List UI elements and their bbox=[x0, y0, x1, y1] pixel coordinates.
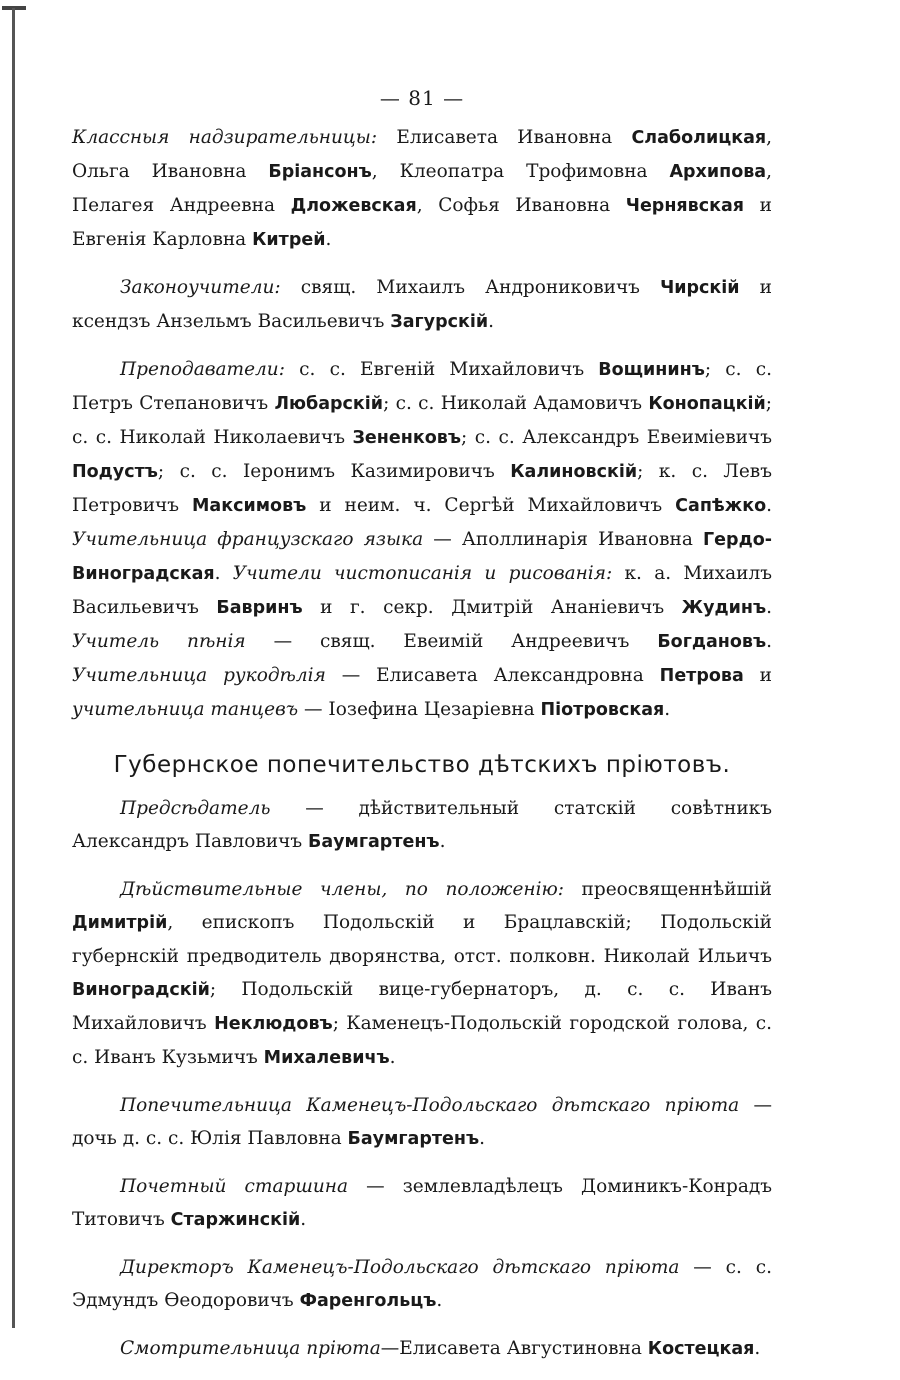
role-label: Почетный старшина bbox=[120, 1176, 348, 1197]
text: , Софья Ивановна bbox=[416, 195, 626, 216]
role-label: Директоръ Каменецъ-Подольскаго дѣтскаго пріюта bbox=[120, 1257, 680, 1278]
text: ; к. с. Левъ Петровичъ bbox=[72, 461, 772, 516]
surname: Сапѣжко bbox=[675, 496, 767, 516]
chairman-paragraph bbox=[72, 792, 772, 859]
text: ; с. с. Петръ Степановичъ bbox=[72, 359, 772, 414]
surname: Чирскій bbox=[660, 278, 740, 298]
role-label: Дѣйствительные члены, по положенію: bbox=[120, 879, 565, 900]
text: ; с. с. Николай Адамовичъ bbox=[383, 393, 649, 414]
text: — с. с. Эдмундъ Ѳеодоровичъ bbox=[72, 1257, 772, 1311]
surname: Петрова bbox=[659, 666, 744, 686]
text: , Ольга Ивановна bbox=[72, 127, 773, 182]
surname: Димитрій bbox=[72, 913, 168, 933]
text: ; с. с. Александръ Евеиміевичъ bbox=[460, 427, 772, 448]
trustee-paragraph bbox=[72, 1089, 772, 1156]
text: . bbox=[389, 1047, 396, 1068]
binding-edge bbox=[12, 8, 15, 1328]
surname: Загурскій bbox=[390, 312, 489, 332]
role-label: Законоучители: bbox=[120, 277, 281, 298]
text: к. а. Михаилъ Васильевичъ bbox=[72, 563, 773, 618]
text: и bbox=[743, 665, 772, 686]
surname: Жудинъ bbox=[681, 598, 767, 618]
text: , Клеопатра Трофимовна bbox=[371, 161, 670, 182]
teachers-paragraph bbox=[72, 353, 772, 727]
surname: Любарскій bbox=[274, 394, 384, 414]
surname: Слаболицкая bbox=[631, 128, 767, 148]
text: и ксендзъ Анзельмъ Васильевичъ bbox=[72, 277, 772, 332]
surname: Зененковъ bbox=[352, 428, 461, 448]
text: . bbox=[754, 1338, 761, 1359]
document-page bbox=[72, 82, 772, 1380]
role-label: Смотрительница пріюта bbox=[120, 1338, 381, 1359]
role-label: Учительница рукодѣлія bbox=[72, 665, 326, 686]
text: . bbox=[439, 831, 446, 852]
caretaker-paragraph bbox=[72, 1332, 772, 1366]
text: ; Подольскій вице-губернаторъ, д. с. с. Иванъ Михайловичъ bbox=[72, 979, 772, 1034]
surname: Неклюдовъ bbox=[214, 1014, 333, 1034]
role-label: Классныя надзирательницы: bbox=[72, 127, 378, 148]
page-number: — 81 — bbox=[379, 86, 465, 110]
role-label: Учительница французскаго языка bbox=[72, 529, 424, 550]
members-paragraph bbox=[72, 873, 772, 1075]
text: — Елисавета Александровна bbox=[325, 665, 660, 686]
surname: Китрей bbox=[252, 230, 326, 250]
text: — Іозефина Цезаріевна bbox=[298, 699, 541, 720]
text: . bbox=[325, 229, 332, 250]
surname: Старжинскій bbox=[170, 1210, 301, 1230]
text: ; Каменецъ-Подольскій городской голова, с. с. Иванъ Кузьмичъ bbox=[72, 1013, 772, 1068]
text: — Аполлинарія Ивановна bbox=[423, 529, 704, 550]
text: с. с. Евгеній Михайловичъ bbox=[284, 359, 599, 380]
text: . bbox=[766, 597, 772, 618]
surname: Богдановъ bbox=[657, 632, 767, 652]
text: и неим. ч. Сергѣй Михайловичъ bbox=[306, 495, 676, 516]
surname: Калиновскій bbox=[510, 462, 638, 482]
surname: Виноградскій bbox=[72, 980, 210, 1000]
role-label: Предсѣдатель bbox=[120, 798, 271, 819]
text: и г. секр. Дмитрій Ананіевичъ bbox=[302, 597, 682, 618]
honorary-elder-paragraph bbox=[72, 1170, 772, 1237]
role-label: учительница танцевъ bbox=[72, 699, 299, 720]
surname: Костецкая bbox=[647, 1339, 755, 1359]
text: Елисавета Ивановна bbox=[377, 127, 632, 148]
text: — свящ. Евеимій Андреевичъ bbox=[245, 631, 658, 652]
text: . bbox=[766, 495, 772, 516]
text: —Елисавета Августиновна bbox=[380, 1338, 648, 1359]
surname: Дложевская bbox=[290, 196, 417, 216]
surname: Бавринъ bbox=[216, 598, 303, 618]
surname: Архипова bbox=[669, 162, 767, 182]
surname: Гердо-Виноградская bbox=[72, 530, 772, 584]
surname: Баумгартенъ bbox=[307, 832, 440, 852]
text: ; с. с. Николай Николаевичъ bbox=[72, 393, 772, 448]
role-label: Учитель пѣнія bbox=[72, 631, 246, 652]
text: , епископъ Подольскій и Брацлавскій; Подольскій губернскій предводитель дворянства, отст. полковн. Николай Ильичъ bbox=[72, 912, 772, 967]
law-teachers-paragraph bbox=[72, 271, 772, 339]
class-supervisors-paragraph bbox=[72, 121, 772, 257]
text: — землевладѣлецъ Доминикъ-Конрадъ Титовичъ bbox=[72, 1176, 773, 1230]
surname: Фаренгольцъ bbox=[299, 1291, 437, 1311]
text: . bbox=[664, 699, 671, 720]
text: . bbox=[766, 631, 773, 652]
text: преосвященнѣйшій bbox=[564, 879, 772, 900]
surname: Вощининъ bbox=[598, 360, 705, 380]
text: , Пелагея Андреевна bbox=[72, 161, 772, 216]
text: . bbox=[479, 1128, 486, 1149]
surname: Михалевичъ bbox=[263, 1048, 390, 1068]
surname: Подустъ bbox=[72, 462, 158, 482]
role-label: Преподаватели: bbox=[120, 359, 285, 380]
surname: Бріансонъ bbox=[268, 162, 372, 182]
director-paragraph bbox=[72, 1251, 772, 1318]
text: . bbox=[300, 1209, 307, 1230]
text: — дѣйствительный статскій совѣтникъ Александръ Павловичъ bbox=[72, 798, 772, 852]
text: ; с. с. Іеронимъ Казимировичъ bbox=[157, 461, 511, 482]
text: свящ. Михаилъ Андрониковичъ bbox=[280, 277, 661, 298]
surname: Піотровская bbox=[540, 700, 665, 720]
role-label: Попечительница Каменецъ-Подольскаго дѣтскаго пріюта bbox=[120, 1095, 740, 1116]
surname: Баумгартенъ bbox=[347, 1129, 480, 1149]
text: . bbox=[436, 1290, 443, 1311]
surname: Чернявская bbox=[625, 196, 745, 216]
text: . bbox=[488, 311, 495, 332]
surname: Конопацкій bbox=[648, 394, 766, 414]
surname: Максимовъ bbox=[192, 496, 307, 516]
text: — дочь д. с. с. Юлія Павловна bbox=[72, 1095, 772, 1149]
text: и Евгенія Карловна bbox=[72, 195, 772, 250]
role-label: Учители чистописанія и рисованія: bbox=[232, 563, 613, 584]
section-heading: Губернское попечительство дѣтскихъ пріютовъ. bbox=[113, 752, 731, 778]
text: . bbox=[214, 563, 233, 584]
